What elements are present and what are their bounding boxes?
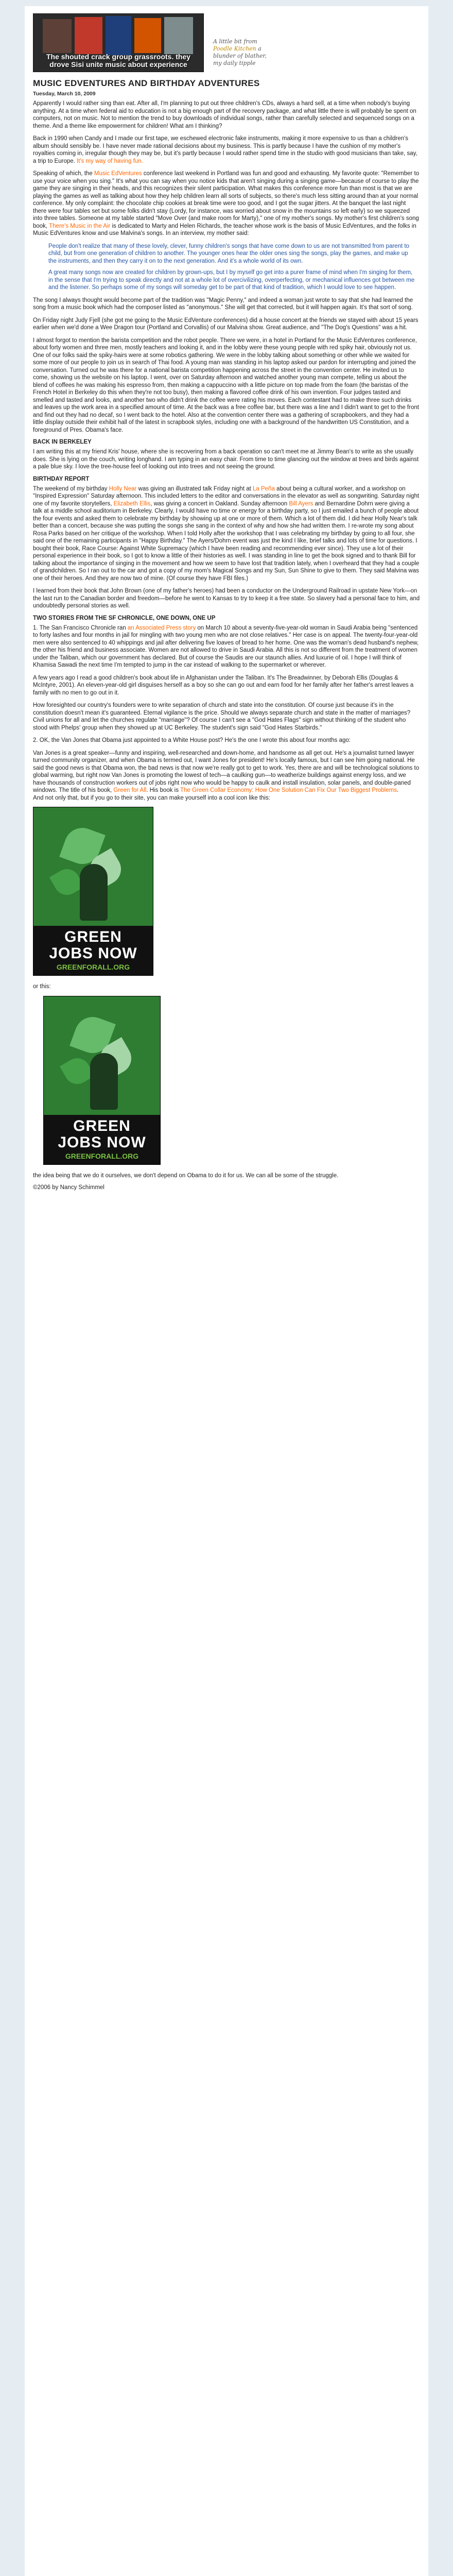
- la-pena-link[interactable]: La Peña: [253, 485, 275, 492]
- banner-sign-1: [43, 19, 72, 53]
- section-heading-stories: TWO STORIES FROM THE SF CHRONICLE, ONE DOWN, ONE UP: [33, 615, 216, 621]
- story-2: 2. OK, the Van Jones that Obama just appointed to a White House post? He's the one I wrote this about four months ago:: [33, 737, 351, 743]
- paragraph-8: [33, 485, 420, 583]
- poster-2-url: GREENFORALL.ORG: [44, 1152, 160, 1164]
- paragraph-8-text-c: about being a cultural worker, and a workshop on "Inspired Expression" Saturday afternoon. This included letters to the editor and conversations in the elevator as well as songwriting. Saturday night one of my favorite storytellers,: [33, 485, 420, 507]
- poster-1-title-line-2: JOBS NOW: [49, 945, 137, 962]
- poster-2-title: [44, 1115, 160, 1152]
- quote-paragraph-1: People don't realize that many of these lovely, clever, funny children's songs that have come down to us are not transmitted from parent to child, but from one generation of children to another. The younger ones hear the older ones sing the songs, play the games, and make up the instruments, and then they carry it on to the next generation. And it's a whole world of its own.: [48, 243, 409, 264]
- copyright-notice: ©2006 by Nancy Schimmel: [33, 1184, 104, 1191]
- blog-header: [33, 13, 420, 72]
- tagline-accent[interactable]: Poodle Kitchen: [213, 45, 256, 52]
- green-jobs-poster-2[interactable]: [43, 996, 161, 1165]
- poster-1-leaf-3: [49, 865, 84, 900]
- malvina-quote: [48, 243, 415, 292]
- paragraph-2: [33, 135, 420, 165]
- green-collar-economy-link[interactable]: The Green Collar Economy: How One Solution Can Fix Our Two Biggest Problems: [180, 787, 397, 793]
- associated-press-story-link[interactable]: an Associated Press story: [127, 624, 196, 631]
- section-heading-birthday: BIRTHDAY REPORT: [33, 476, 90, 482]
- story-2-text-e: And not only that, but if you go to their site, you can make yourself into a cool icon like this:: [33, 794, 270, 801]
- closing-paragraph: the idea being that we do it ourselves, we don't depend on Obama to do it for us. We can all be some of the struggle.: [33, 1172, 339, 1179]
- banner-sign-5: [164, 17, 193, 54]
- poster-2-title-line-1: GREEN: [73, 1117, 131, 1134]
- blog-tagline: [213, 13, 269, 67]
- story-1: [33, 624, 420, 669]
- story-2-text-b: Van Jones is a great speaker—funny and inspiring, well-researched and down-home, and handsome as all get out. He's a journalist turned lawyer turned community organizer, and when Obama is termed out, I want Jones for president! He's locally famous, but I can see him going national. He said the good news is that Obama won, the bad news is that now we're really got to get to work. Yes, there are and will be technological solutions to global warming, but right now Van Jones is promoting the lowest of tech—a caulking gun—to weatherize buildings against energy loss, and we have thousands of construction workers out of jobs right now who would be happy to caulk and install insulation, solar panels, and double-paned windows. The title of his book,: [33, 750, 420, 793]
- paragraph-6: I almost forgot to mention the barista competition and the robot people. There we were, in a hotel in Portland for the Music EdVentures conference, about forty women and three men, mostly teachers and looking it, and in the lobby were these young people with red spiky hair, obviously not us. One of our folks said the spiky-hairs were at some robotics gathering. We were in the lobby talking about something or other while we waited for some more of our people to join us in search of Thai food. A young man was standing in his laptop asked our pardon for interrupting and joined the conversation. Turned out he was there for a national barista competition happening across the street in the convention center. He invited us to come, showing us the website on his laptop. I went, over on Saturday afternoon and watched another young man compete, telling us about the blend of coffees he was making his espresso from, then making a cappuccino with a little picture on top made from the foam (the baristas of the French Hotel in Berkeley do this when they're not too busy), then making a flavored coffee drink of his own invention. Four judges tasted and smelled and tasted and looks, and another two who didn't drink the coffee were rating his moves. Each contestant had to make three such drinks and leaves up the work area in a specified amount of time. At the back was a free coffee bar, but there was a line and I didn't want to get to the front and find out they had no decaf, so I went back to the hotel. Also at the convention center there was a gathering of scrapbookers, and they had a little display outside their exhibit hall of the latest in scrapbook styles, including one with a background of the handwritten US Constitution, and a foreground of Pres. Obama's face.: [33, 337, 419, 433]
- banner-caption-line-2: drove Sisi unite music about experience: [49, 60, 187, 69]
- banner-sign-2: [75, 17, 102, 54]
- paragraph-3-text-a: Speaking of which, the: [33, 171, 94, 177]
- having-fun-link[interactable]: It's my way of having fun.: [77, 158, 143, 164]
- bill-ayers-link[interactable]: Bill Ayers: [289, 500, 313, 507]
- story-2-text-c: . His book is: [146, 787, 180, 793]
- poster-2-artwork: [44, 996, 160, 1115]
- paragraph-7: I am writing this at my friend Kris' house, where she is recovering from a back operation so can't meet me at Jimmy Bean's to write as she usually does. She is lying on the couch, writing longhand. I am typing in an easy chair. From time to time glancing out the window at trees and birds against a pale blue sky. I love the tree-house feel of looking out into trees and not seeing the ground.: [33, 449, 419, 470]
- paragraph-9: I learned from their book that John Brown (one of my father's heroes) had been a conductor on the Underground Railroad in upstate New York—on the last run to the Canadian border and freedom—before he went to Kansas to try to keep it a free state. So slavery had a personal face to him, and undoubtedly personal stories as well.: [33, 588, 420, 609]
- paragraph-3-text-c: is dedicated to Marty and Helen Richards, the teacher whose work is the basis of Music EdVentures, and the folks in Music EdVentures know and use Malvina's songs. In an interview, my mother said:: [33, 223, 416, 236]
- music-edventures-link[interactable]: Music EdVentures: [94, 171, 142, 177]
- banner-caption-line-1: The shouted crack group grassroots. they: [46, 53, 191, 61]
- poster-1-url: GREENFORALL.ORG: [33, 963, 153, 975]
- banner-caption: [33, 53, 203, 69]
- or-this-text: or this:: [33, 984, 51, 990]
- story-1-followup-2: How foresighted our country's founders were to write separation of church and state into the constitution. Of course just because it's in the constitution doesn't mean it's guaranteed. Eternal vigilance is the price. Should we always separate church and state in the matter of marriages? Civil unions for all and let the churches regulate "marriage"? Of course I can't see a "God Hates Flags" sign without thinking of the student who stood with Phelps' group when they showed up at UC Berkeley. The student's sign said "God Hates Starbirds.": [33, 702, 411, 731]
- section-heading-berkeley: BACK IN BERKELEY: [33, 439, 92, 445]
- poster-2-figure: [90, 1053, 118, 1110]
- story-1-followup-1: A few years ago I read a good children's book about life in Afghanistan under the Taliban. It's The Breadwinner, by Deborah Ellis (Douglas & McIntyre, 2001). An eleven-year-old girl disguises herself as a boy so she can go out and earn food for her family after her father's arrest leaves a family with no men to go out in it.: [33, 674, 414, 696]
- story-2-body: [33, 750, 420, 802]
- paragraph-8-text-e: and Bernardine Dohrn were giving a talk at a middle school auditorium in Berkeley. Clearly, I would have no time or energy for a birthday party, so I just emailed a bunch of people about the four events and asked them to celebrate my birthday by showing up at one or more of them. Which a lot of them did. I did hear Holly Near's talk better than a concert, because she was putting the songs she sang in the context of why and how she had written them. I re-wrote my song about Rosa Parks based on her critique of the workshop. When I told Holly after the workshop that I was celebrating my birthday by going to all four, she said one of the remaining participants in "Happy Birthday." The Ayers/Dohrn event was just the kind I like, brief talks and lots of time for questions. I bought their book, Race Course: Against White Supremacy (which I have been reading and recommending ever since). They use a lot of their personal experience in their book, so I got to know a little of their histories as well. I was standing in line to get the book signed and to thank Bill for talking about the importance of singing in the movement and how we seem to have lost that tradition lately, when I overheard that they had a couple of grandchildren. So I ran out to the car and got a copy of my mom's Magical Songs and my Sun, Sun Shine to give to them. They said Malvina was one of their heroes. And they are now two of mine. (Of course they have FBI files.): [33, 500, 420, 582]
- poster-1-title: [33, 926, 153, 963]
- paragraph-3: [33, 170, 420, 238]
- paragraph-8-text-d: , was giving a concert in Oakland. Sunday afternoon: [150, 500, 289, 507]
- elizabeth-ellis-link[interactable]: Elizabeth Ellis: [113, 500, 151, 507]
- green-for-all-link[interactable]: Green for All: [113, 787, 147, 793]
- holly-near-link[interactable]: Holly Near: [109, 485, 137, 492]
- poster-1-title-line-1: GREEN: [64, 928, 122, 945]
- header-banner-image[interactable]: [33, 13, 204, 72]
- story-2-text-d: .: [396, 787, 399, 793]
- paragraph-2-text: Back in 1990 when Candy and I made our first tape, we eschewed electronic fake instruments, making it more expensive to us than a children's album should sensibly be. I have never made rational decisions about my business. This is partly because I have the cushion of my mother's royalties coming in, irregular though they may be, but it's partly because I would rather spend time in the studio with good musicians than take, say, a trip to Europe.: [33, 135, 417, 164]
- paragraph-1: Apparently I would rather sing than eat. After all, I'm planning to put out three children's CDs, always a hard sell, at a time when nobody's buying anything. At a time when federal aid to education is not a big enough part of the recovery package, and what little there is will probably be spent on computers, not on music. Not to mention the trend to buy downloads of individual songs, rather than carefully selected and sequenced songs on a theme. And a theme like empowerment for children! What am I thinking?: [33, 100, 416, 129]
- paragraph-8-text-b: was giving an illustrated talk Friday night at: [136, 485, 253, 492]
- banner-sign-3: [106, 16, 131, 55]
- theres-music-in-the-air-link[interactable]: There's Music in the Air: [49, 223, 111, 229]
- poster-1-figure: [80, 864, 108, 921]
- page-container: [25, 6, 428, 2576]
- poster-1-artwork: [33, 807, 153, 926]
- stories-list: [33, 624, 420, 802]
- paragraph-5: On Friday night Judy Fjell (she got me going to the Music EdVenture conferences) did a house concert at the friends we stayed with about 15 years earlier when we'd done a Wee Dragon tour (Portland and Corvallis) of our Malvina show. Great audience, and "The Dog's Questions" was a hit.: [33, 317, 419, 331]
- banner-sign-4: [134, 18, 161, 53]
- story-1-text-a: 1. The San Francisco Chronicle ran: [33, 624, 128, 631]
- poster-2-title-line-2: JOBS NOW: [58, 1133, 146, 1151]
- tagline-prefix: A little bit from: [213, 38, 257, 45]
- poster-2-leaf-3: [60, 1053, 95, 1088]
- tagline-suffix: a blunder of blather, my daily tipple: [213, 45, 267, 66]
- post-date: Tuesday, March 10, 2009: [33, 91, 96, 97]
- paragraph-3-text-b: conference last weekend in Portland was fun and good and exhausting. My favorite quote: "Remember to use your voice when you sing." It's what you can say when you notice kids that aren't singing during a singing game—because of course to play the game they are singing in their heads, and this recognizes their silent participation. What makes this conference more fun than most is that we are playing the games as well as talking about how they help children learn all sorts of subjects, so there's much less sitting around than at your normal conference. My only complaint: the chocolate chip cookies at break time were too good, and I got the sugar jitters. At the banquet the last night there were four tables set but some folks didn't stay (Lordy, for instance, was worried about snow in the mountains so left early) so we squeezed into three tables. Someone at my table started "Move Over (and make room for Marty)," one of my mother's songs. My mother's first children's song book,: [33, 171, 420, 229]
- paragraph-4: The song I always thought would become part of the tradition was "Magic Penny," and indeed a woman just wrote to say that she had learned the song from a music book which had the composer listed as "anonymous." She will get that corrected, but it will happen again. It's that sort of song.: [33, 297, 413, 311]
- story-1-text-b: on March 10 about a seventy-five-year-old woman in Saudi Arabia being "sentenced to forty lashes and four months in jail for mingling with two young men who are not close relatives." Her case is on appeal. The twenty-four-year-old men were also sentenced to 40 whippings and jail after delivering five loaves of bread to her home. One was the woman's dead husband's nephew, the other his friend and business associate. Women are not allowed to drive in Saudi Arabia. All this is not so different from the treatment of women under the Taliban, which our government has declared. But of course the Saudis are our staunch allies. And luxurie of oil. I hope I will think of Khamisa Sawadi the next time I'm tempted to jump in the car instead of walking to the supermarket or wherever.: [33, 624, 419, 668]
- post-title: MUSIC EDVENTURES AND BIRTHDAY ADVENTURES: [33, 78, 260, 88]
- quote-paragraph-2: A great many songs now are created for children by grown-ups, but I by myself go get into a purer frame of mind when I'm singing for them, in the sense that I'm trying to speak directly and not at a whole lot of overcivilizing, overperfecting, or mechanical influences got between me and the listener. So perhaps some of my songs will someday get to be part of that kind of tradition, which I would love to see happen.: [48, 269, 415, 291]
- paragraph-8-text-a: The weekend of my birthday: [33, 485, 109, 492]
- green-jobs-poster-1[interactable]: [33, 807, 153, 976]
